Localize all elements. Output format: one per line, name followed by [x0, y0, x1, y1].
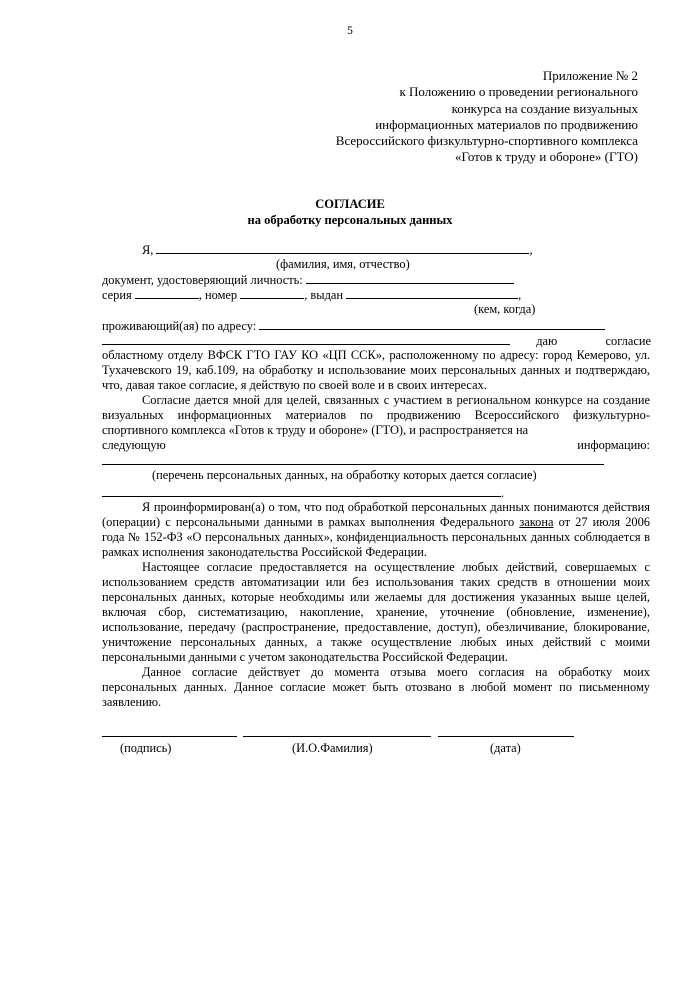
data-list-line	[102, 453, 650, 468]
date-label: (дата)	[490, 741, 521, 755]
purpose-paragraph: Согласие дается мной для целей, связанных с участием в региональном конкурсе на создание визуальных информационных материалов по продвижению Всероссийского физкультурно-спортивного комплекса «Готов к труду и обороне» (ГТО), и распространяется на	[102, 393, 650, 437]
validity-paragraph: Данное согласие действует до момента отзыва моего согласия на обработку моих персональных данных. Данное согласие может быть отозвано в любой момент по письменному заявлению.	[102, 665, 650, 709]
data-list-line	[102, 485, 650, 500]
issued-label: , выдан	[304, 288, 344, 302]
law-link[interactable]: закона	[519, 515, 554, 529]
page-number: 5	[347, 25, 353, 37]
document-title	[0, 196, 700, 228]
purpose-word: следующую	[102, 438, 166, 452]
name-label: (И.О.Фамилия)	[292, 741, 373, 755]
date-field[interactable]	[438, 736, 574, 737]
title-main: СОГЛАСИЕ	[315, 197, 385, 211]
informed-text: Я проинформирован(а) о том, что под обработкой персональных данных понимаются действия (операции) с персональными данными в рамках выполнения Федерального	[102, 500, 650, 529]
series-field[interactable]	[135, 287, 199, 299]
informed-paragraph	[102, 500, 650, 560]
data-list-suffix: .	[501, 486, 505, 500]
issued-suffix: ,	[518, 288, 522, 302]
data-list-hint: (перечень персональных данных, на обработку которых дается согласие)	[152, 468, 537, 482]
consent-word: даю	[536, 334, 558, 348]
purpose-last-line	[102, 438, 650, 453]
address-label: проживающий(ая) по адресу:	[102, 319, 257, 333]
consent-word: согласие	[605, 334, 651, 348]
address-row	[102, 318, 650, 333]
name-field[interactable]	[243, 736, 431, 737]
appendix-line: информационных материалов по продвижению	[375, 116, 638, 132]
id-document-field[interactable]	[306, 272, 514, 284]
title-sub: на обработку персональных данных	[247, 213, 453, 227]
id-document-label: документ, удостоверяющий личность:	[102, 273, 303, 287]
issued-hint: (кем, когда)	[474, 302, 536, 316]
purpose-word: информацию:	[577, 438, 650, 452]
signature-block	[102, 736, 650, 776]
data-list-field[interactable]	[102, 453, 604, 465]
series-label: серия	[102, 288, 132, 302]
issued-field[interactable]	[346, 287, 518, 299]
fio-row	[102, 242, 650, 257]
informed-text: от 27 июля 2006 года № 152-ФЗ «О персональных данных», конфиденциальность персональных данных соблюдается в рамках исполнения законодательства Российской Федерации.	[102, 515, 651, 559]
consent-form	[102, 242, 650, 776]
address-field-continued[interactable]	[102, 333, 510, 345]
appendix-line: Приложение № 2	[542, 68, 638, 83]
id-document-row	[102, 272, 650, 287]
appendix-line: «Готов к труду и обороне» (ГТО)	[454, 149, 638, 165]
fio-suffix: ,	[529, 243, 533, 257]
number-field[interactable]	[240, 287, 304, 299]
actions-paragraph: Настоящее согласие предоставляется на осуществление любых действий, совершаемых с использованием средств автоматизации или без использования таких средств в отношении моих персональных данных, которые необходимы или желаемы для достижения указанных выше целей, включая сбор, систематизацию, накопление, хранение, уточнение (обновление, изменение), использование, передачу (распространение, предоставление, доступ), обезличивание, блокирование, уничтожение персональных данных, а также осуществление любых иных действий с моими персональными данными с учетом законодательства Российской Федерации.	[102, 560, 650, 664]
passport-row	[102, 287, 650, 302]
consent-paragraph: областному отделу ВФСК ГТО ГАУ КО «ЦП ССК», расположенному по адресу: город Кемерово, ул. Тухачевского 19, каб.109, на обработку и использование моих персональных данных и подтверждаю, что, давая такое согласие, я действую по своей воле и в своих интересах.	[102, 348, 650, 392]
signature-label: (подпись)	[120, 741, 172, 755]
consent-line	[102, 333, 650, 348]
address-field[interactable]	[259, 318, 605, 330]
data-list-field[interactable]	[102, 485, 501, 497]
number-label: , номер	[198, 288, 238, 302]
fio-field[interactable]	[156, 242, 529, 254]
fio-hint: (фамилия, имя, отчество)	[276, 257, 410, 271]
appendix-line: конкурса на создание визуальных	[451, 100, 638, 116]
i-prefix: Я,	[142, 243, 154, 257]
appendix-line: Всероссийского физкультурно-спортивного комплекса	[335, 133, 638, 149]
appendix-line: к Положению о проведении регионального	[399, 84, 638, 100]
signature-field[interactable]	[102, 736, 237, 737]
appendix-header	[240, 68, 638, 166]
